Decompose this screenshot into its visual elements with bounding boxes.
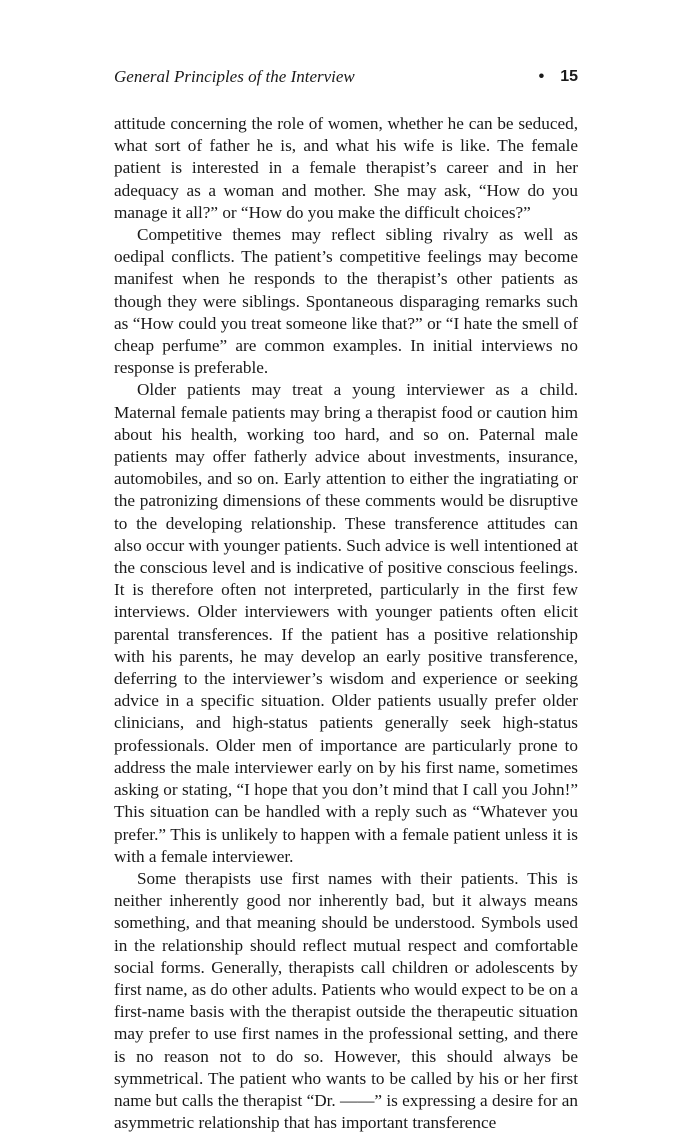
running-head [114, 64, 578, 90]
bullet-glyph: • [538, 68, 545, 85]
paragraph-competitive-themes: Competitive themes may reflect sibling rivalry as well as oedipal conflicts. The patient’s competitive feelings may become manifest when he responds to the therapist’s other patients as though they were siblings. Spontaneous disparaging remarks such as “How could you treat someone like that?” or “I hate the smell of cheap perfume” are common examples. In initial interviews no response is preferable. [114, 225, 578, 378]
page-number: 15 [560, 68, 578, 85]
body-text [114, 113, 578, 1134]
running-title: General Principles of the Interview [114, 67, 355, 86]
page-number-group [539, 64, 578, 90]
paragraph-continued: attitude concerning the role of women, whether he can be seduced, what sort of father he is, and what his wife is like. The female patient is interested in a female therapist’s career and in her adequacy as a woman and mother. She may ask, “How do you manage it all?” or “How do you make the difficult choices?” [114, 114, 578, 222]
paragraph-older-patients: Older patients may treat a young interviewer as a child. Maternal female patients may bring a therapist food or caution him about his health, working too hard, and so on. Paternal male patients may offer fatherly advice about investments, insurance, automobiles, and so on. Early attention to either the ingratiating or the patronizing dimensions of these comments would be disruptive to the developing relationship. These transference attitudes can also occur with younger patients. Such advice is well intentioned at the conscious level and is indicative of positive conscious feelings. It is therefore often not interpreted, particularly in the first few interviews. Older interviewers with younger patients often elicit parental transferences. If the patient has a positive relationship with his parents, he may develop an early positive transference, deferring to the interviewer’s wisdom and experience or seeking advice in a specific situation. Older patients usually prefer older clinicians, and high-status patients generally seek high-status professionals. Older men of importance are particularly prone to address the male interviewer early on by his first name, sometimes asking or stating, “I hope that you don’t mind that I call you John!” This situation can be handled with a reply such as “Whatever you prefer.” This is unlikely to happen with a female patient unless it is with a female interviewer. [114, 380, 578, 866]
paragraph-first-names: Some therapists use first names with their patients. This is neither inherently good nor inherently bad, but it always means something, and that meaning should be understood. Symbols used in the relationship should reflect mutual respect and comfortable social forms. Generally, therapists call children or adolescents by first name, as do other adults. Patients who would expect to be on a first-name basis with the therapist outside the therapeutic situation may prefer to use first names in the professional setting, and there is no reason not to do so. However, this should always be symmetrical. The patient who wants to be called by his or her first name but calls the therapist “Dr. ——” is expressing a desire for an asymmetric relationship that has important transference [114, 868, 578, 1133]
